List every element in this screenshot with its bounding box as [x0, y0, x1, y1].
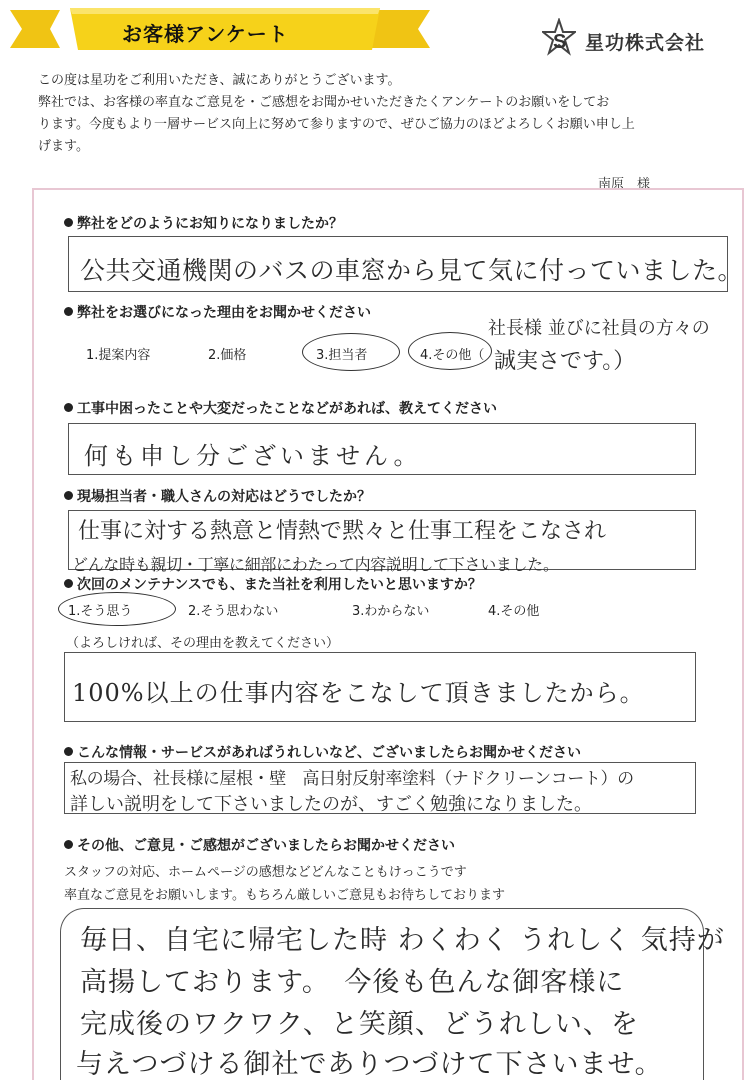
- q2-selection-circle: [302, 333, 400, 371]
- q6-answer-line1: 私の場合、社長様に屋根・壁 高日射反射率塗料（ナドクリーンコート）の: [70, 769, 634, 789]
- q7-answer-line: 高揚しております。 今後も色んな御客様に: [80, 967, 625, 998]
- q7-answer-line: 完成後のワクワク、と笑顔、どうれしい、を: [80, 1009, 639, 1040]
- intro-line: この度は星功をご利用いただき、誠にありがとうございます。: [38, 73, 401, 88]
- q2-option-4[interactable]: 4.その他（: [420, 348, 485, 363]
- bullet-icon: [64, 747, 73, 756]
- q5-question: 次回のメンテナンスでも、また当社を利用したいと思いますか？: [64, 574, 482, 594]
- bullet-icon: [64, 491, 73, 500]
- q4-question: 現場担当者・職人さんの対応はどうでしたか？: [64, 486, 371, 506]
- q7-question: その他、ご意見・ご感想がございましたらお聞かせください: [64, 835, 455, 855]
- bullet-icon: [64, 403, 73, 412]
- q1-question: 弊社をどのようにお知りになりましたか？: [64, 213, 343, 233]
- bullet-icon: [64, 218, 73, 227]
- star-s-logo: [542, 18, 576, 58]
- q2-other-line1: 社長様 並びに社員の方々の: [488, 318, 710, 339]
- q1-answer: 公共交通機関のバスの車窓から見て気に付っていました。: [80, 256, 744, 285]
- q5-selection-circle: [58, 592, 176, 626]
- page-title: お客様アンケート: [122, 22, 289, 46]
- q7-subtext: スタッフの対応、ホームページの感想などどんなこともけっこうです: [64, 865, 467, 880]
- q7-subtext: 率直なご意見をお願いします。もちろん厳しいご意見もお待ちしております: [64, 888, 505, 903]
- q2-option-1[interactable]: 1.提案内容: [86, 348, 151, 363]
- q7-answer-line: 与えつづける御社でありつづけて下さいませ。: [76, 1049, 663, 1080]
- intro-line: 弊社では、お客様の率直なご意見を・ご感想をお聞かせいただきたくアンケートのお願いをしてお: [38, 95, 610, 110]
- company-name: 星功株式会社: [585, 32, 706, 54]
- q2-option-3[interactable]: 3.担当者: [316, 348, 368, 363]
- q6-question: こんな情報・サービスがあればうれしいなど、ございましたらお聞かせください: [64, 742, 581, 762]
- q2-question: 弊社をお選びになった理由をお聞かせください: [64, 302, 371, 322]
- customer-name: 南原 様: [598, 177, 651, 192]
- q3-answer: 何も申し分ございません。: [84, 442, 422, 470]
- q6-answer-line2: 詳しい説明をして下さいましたのが、すごく勉強になりました。: [70, 794, 592, 815]
- q5-option-2[interactable]: 2.そう思わない: [188, 604, 279, 619]
- q4-answer-line1: 仕事に対する熱意と情熱で黙々と仕事工程をこなされ: [78, 519, 607, 544]
- q5-note: （よろしければ、その理由を教えてください）: [66, 636, 340, 651]
- q5-answer: 100%以上の仕事内容をこなして頂きましたから。: [72, 679, 645, 707]
- q2-option-2[interactable]: 2.価格: [208, 348, 247, 363]
- q5-option-3[interactable]: 3.わからない: [352, 604, 430, 619]
- q2-selection-circle: [408, 332, 492, 370]
- intro-text: [38, 70, 728, 158]
- bullet-icon: [64, 840, 73, 849]
- svg-text:S: S: [553, 31, 567, 53]
- intro-line: ります。今度もより一層サービス向上に努めて参りますので、ぜひご協力のほどよろしくお願い申し上: [38, 117, 635, 132]
- q5-option-4[interactable]: 4.その他: [488, 604, 540, 619]
- q5-option-1[interactable]: 1.そう思う: [68, 604, 133, 619]
- q4-answer-line2: どんな時も親切・丁寧に細部にわたって内容説明して下さいました。: [72, 555, 559, 574]
- bullet-icon: [64, 579, 73, 588]
- q3-question: 工事中困ったことや大変だったことなどがあれば、教えてください: [64, 398, 497, 418]
- q2-other-line2: 誠実さです。）: [494, 349, 636, 374]
- intro-line: げます。: [38, 139, 89, 154]
- q7-answer-line: 毎日、自宅に帰宅した時 わくわく うれしく 気持が: [80, 925, 725, 956]
- bullet-icon: [64, 307, 73, 316]
